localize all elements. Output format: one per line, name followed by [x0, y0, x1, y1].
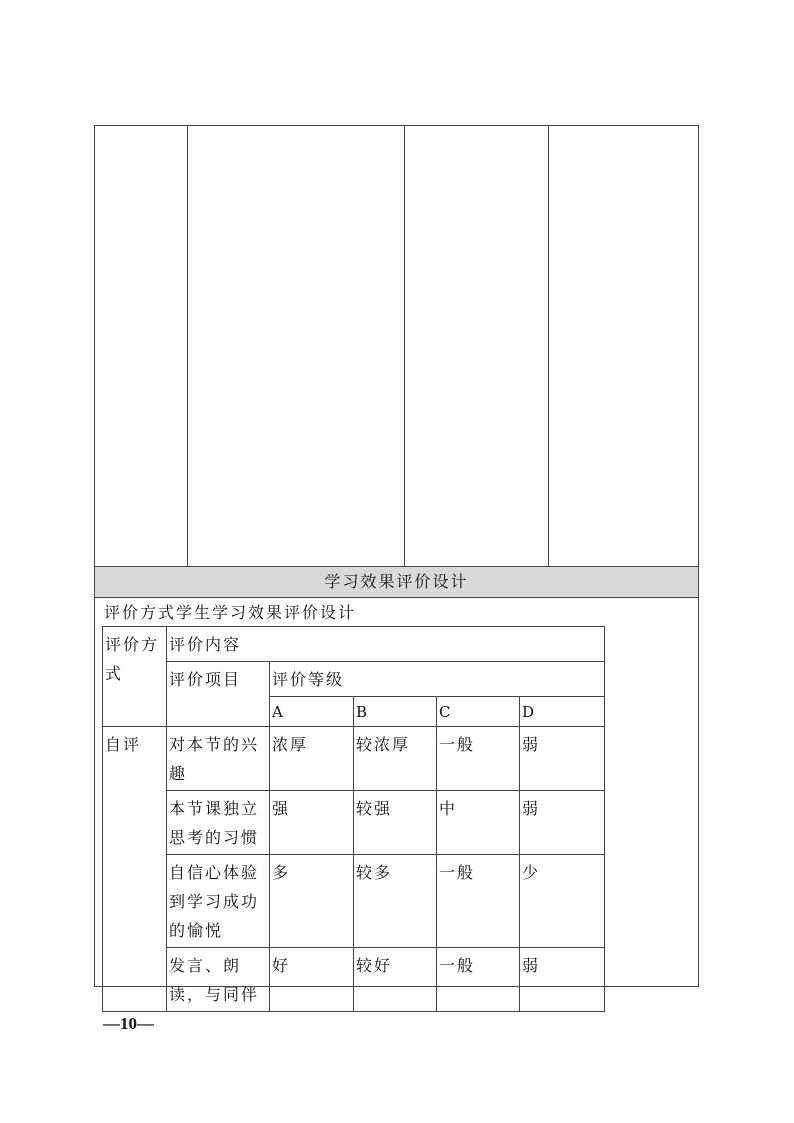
method-cell: 自评 [103, 727, 167, 1012]
grade-c-cell: C [437, 697, 520, 727]
item-header-cell: 评价项目 [167, 662, 270, 727]
value-cell: 弱 [520, 791, 605, 855]
value-cell: 较好 [354, 948, 437, 1012]
grade-a-cell: A [270, 697, 354, 727]
value-cell: 中 [437, 791, 520, 855]
item-cell: 本节课独立思考的习惯 [167, 791, 270, 855]
evaluation-subtitle: 评价方式学生学习效果评价设计 [104, 603, 357, 622]
value-cell: 一般 [437, 855, 520, 948]
table-row [103, 727, 605, 791]
item-cell: 发言、朗读，与同伴 [167, 948, 270, 1012]
column-divider [404, 126, 405, 566]
value-cell: 多 [270, 855, 354, 948]
column-divider [548, 126, 549, 566]
value-cell: 较多 [354, 855, 437, 948]
value-cell: 一般 [437, 727, 520, 791]
value-cell: 少 [520, 855, 605, 948]
page-number: —10— [103, 1014, 154, 1033]
value-cell: 浓厚 [270, 727, 354, 791]
value-cell: 强 [270, 791, 354, 855]
value-cell: 弱 [520, 948, 605, 1012]
content-header-cell: 评价内容 [167, 627, 605, 662]
table-row [103, 791, 605, 855]
section-title-banner: 学习效果评价设计 [95, 567, 698, 598]
value-cell: 好 [270, 948, 354, 1012]
grade-header-cell: 评价等级 [270, 662, 605, 697]
value-cell: 较浓厚 [354, 727, 437, 791]
value-cell: 较强 [354, 791, 437, 855]
table-row [103, 948, 605, 1012]
outer-frame [94, 125, 699, 1004]
item-cell: 对本节的兴趣 [167, 727, 270, 791]
method-header-cell: 评价方式 [103, 627, 167, 727]
item-cell: 自信心体验到学习成功的愉悦 [167, 855, 270, 948]
value-cell: 弱 [520, 727, 605, 791]
value-cell: 一般 [437, 948, 520, 1012]
evaluation-table [102, 626, 605, 1012]
table-row [103, 855, 605, 948]
grade-b-cell: B [354, 697, 437, 727]
column-divider [187, 126, 188, 566]
grade-d-cell: D [520, 697, 605, 727]
